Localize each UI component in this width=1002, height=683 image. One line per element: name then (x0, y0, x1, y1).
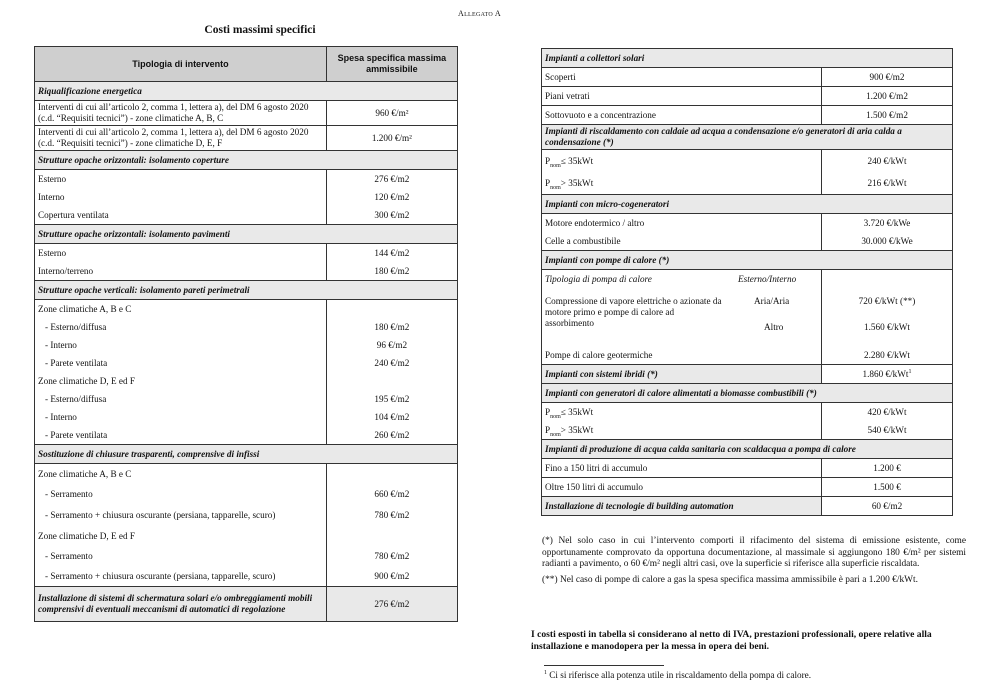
table-row: Compressione di vapore elettriche o azionate da motore primo e pompe di calore ad assorbimento Aria/Aria Altro 720 €/kWt (**) 1.560 €/kWt (542, 288, 953, 346)
section-row: Impianti con sistemi ibridi (*) 1.860 €/kWt$^1$ (542, 365, 953, 384)
section-row: Riqualificazione energetica (35, 82, 458, 101)
table-row: Sottovuoto e a concentrazione 1.500 €/m2 (542, 106, 953, 125)
table-row: - Serramento + chiusura oscurante (persiana, tapparelle, scuro) 900 €/m2 (35, 566, 458, 587)
notes (542, 536, 966, 590)
section-row: Impianti con pompe di calore (*) (542, 251, 953, 270)
table-row: Scoperti 900 €/m2 (542, 68, 953, 87)
table-row: Interventi di cui all’articolo 2, comma 1, lettera a), del DM 6 agosto 2020 (c.d. “Requisiti tecnici”) - zone climatiche A, B, C 960 €/m² (35, 101, 458, 126)
note-double-asterisk: (**) Nel caso di pompe di calore a gas la spesa specifica massima ammissibile è pari a 1.200 €/kWt. (542, 574, 918, 585)
col-header-tipologia: Tipologia di intervento (35, 47, 327, 82)
section-row: Installazione di tecnologie di building automation 60 €/m2 (542, 497, 953, 516)
section-row: Impianti a collettori solari (542, 49, 953, 68)
table-row: Zone climatiche D, E ed F (35, 372, 458, 390)
table-row: Interno/terreno 180 €/m2 (35, 262, 458, 281)
table-row: Copertura ventilata 300 €/m2 (35, 206, 458, 225)
vat-note: I costi esposti in tabella si considerano al netto di IVA, prestazioni professionali, opere relative alla installazione e manodopera per la messa in opera dei beni. (531, 629, 932, 652)
table-row: - Parete ventilata 260 €/m2 (35, 426, 458, 445)
table-row: - Esterno/diffusa 195 €/m2 (35, 390, 458, 408)
section-row: Strutture opache orizzontali: isolamento coperture (35, 151, 458, 170)
right-cost-table (541, 48, 953, 516)
table-row: Zone climatiche D, E ed F (35, 526, 458, 546)
section-row: Impianti di produzione di acqua calda sanitaria con scaldacqua a pompa di calore (542, 440, 953, 459)
table-row: Tipologia di pompa di calore Esterno/Interno (542, 270, 953, 289)
table-row: - Serramento 780 €/m2 (35, 546, 458, 566)
note-asterisk: (*) Nel solo caso in cui l’intervento comporti il rifacimento del sistema di emissione esistente, come opportunamente comprovato da opportuna documentazione, al massimale si aggiungono 180 €/m² per sistemi radianti a pavimento, o 60 €/m² negli altri casi, ove la superficie si riferisce alla superficie riscaldata. (542, 536, 966, 569)
section-row: Sostituzione di chiusure trasparenti, comprensive di infissi (35, 445, 458, 464)
page-title: Costi massimi specifici (204, 24, 316, 36)
section-row: Installazione di sistemi di schermatura solari e/o ombreggiamenti mobili comprensivi di eventuali meccanismi di automatici di regolazione 276 €/m2 (35, 587, 458, 622)
left-cost-table (34, 46, 458, 622)
table-row: Piani vetrati 1.200 €/m2 (542, 87, 953, 106)
table-row: - Esterno/diffusa 180 €/m2 (35, 318, 458, 336)
table-row: Interno 120 €/m2 (35, 188, 458, 206)
table-row: Oltre 150 litri di accumulo 1.500 € (542, 478, 953, 497)
table-row: Zone climatiche A, B e C (35, 300, 458, 319)
section-row: Strutture opache verticali: isolamento pareti perimetrali (35, 281, 458, 300)
footnote-divider (544, 665, 664, 666)
table-row: $P_{nom}\le 35kWt$ 420 €/kWt (542, 403, 953, 422)
table-row: Zone climatiche A, B e C (35, 464, 458, 485)
table-row: Esterno 144 €/m2 (35, 244, 458, 263)
section-row: Strutture opache orizzontali: isolamento pavimenti (35, 225, 458, 244)
section-row: Impianti con generatori di calore alimentati a biomasse combustibili (*) (542, 384, 953, 403)
col-header-spesa: Spesa specifica massima ammissibile (326, 47, 457, 82)
table-row: Fino a 150 litri di accumulo 1.200 € (542, 459, 953, 478)
section-row: Impianti di riscaldamento con caldaie ad acqua a condensazione e/o generatori di aria calda a condensazione (*) (542, 125, 953, 150)
table-row: - Serramento + chiusura oscurante (persiana, tapparelle, scuro) 780 €/m2 (35, 504, 458, 526)
table-row: - Interno 96 €/m2 (35, 336, 458, 354)
allegato-label: Allegato A (458, 9, 501, 18)
table-row: Pompe di calore geotermiche 2.280 €/kWt (542, 346, 953, 365)
table-row: - Parete ventilata 240 €/m2 (35, 354, 458, 372)
table-row: $P_{nom}\le 35kWt$ 240 €/kWt (542, 150, 953, 173)
table-row: $P_{nom}> 35kWt$ 216 €/kWt (542, 172, 953, 195)
table-row: - Interno 104 €/m2 (35, 408, 458, 426)
section-row: Impianti con micro-cogeneratori (542, 195, 953, 214)
footnote: $^1$ Ci si riferisce alla potenza utile in riscaldamento della pompa di calore. (544, 669, 812, 680)
table-row: Esterno 276 €/m2 (35, 170, 458, 189)
table-row: Interventi di cui all’articolo 2, comma 1, lettera a), del DM 6 agosto 2020 (c.d. “Requisiti tecnici”) - zone climatiche D, E, F 1.200 €/m² (35, 126, 458, 151)
table-row: - Serramento 660 €/m2 (35, 484, 458, 504)
table-row: Celle a combustibile 30.000 €/kWe (542, 232, 953, 251)
table-row: Motore endotermico / altro 3.720 €/kWe (542, 214, 953, 233)
table-row: $P_{nom}> 35kWt$ 540 €/kWt (542, 421, 953, 440)
